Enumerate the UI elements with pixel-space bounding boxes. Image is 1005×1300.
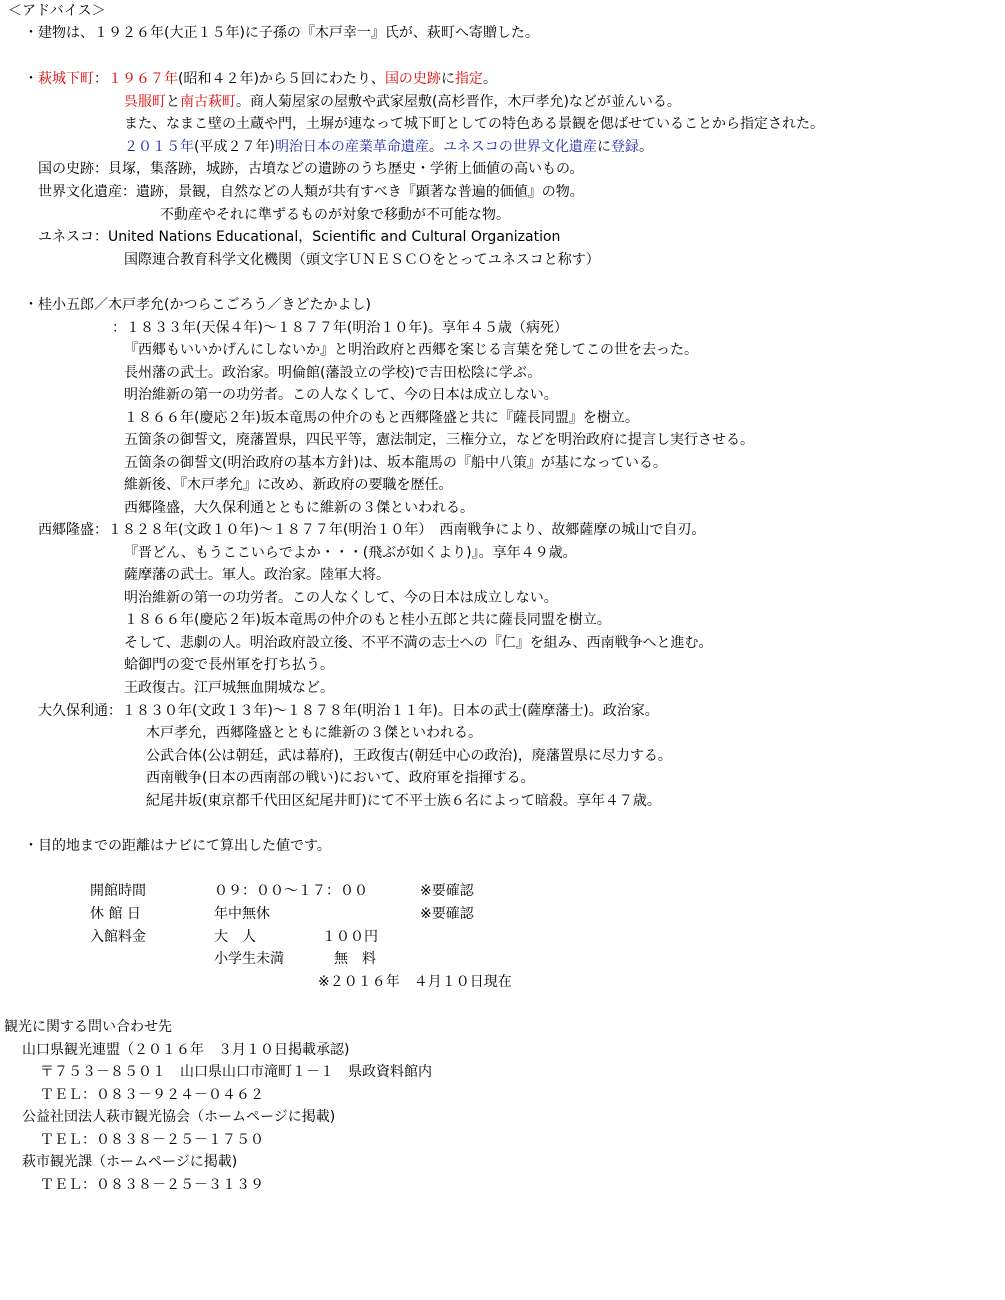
saigo-line: 王政復古。江戸城無血開城など。 <box>124 680 334 696</box>
hours-value: ０９：００～１７：００ <box>214 883 368 899</box>
period: 。 <box>482 71 497 87</box>
colon: ： <box>94 71 108 87</box>
year-2015: ２０１５年 <box>124 139 194 155</box>
closed-note: ※要確認 <box>420 906 474 922</box>
katsura-line: ：１８３３年(天保４年)～１８７７年(明治１０年)。享年４５歳（病死） <box>112 320 568 336</box>
saigo-line: 『晋どん、もうここいらでよか・・・(飛ぶが如くより)』。享年４９歳。 <box>124 545 577 561</box>
particle: に <box>440 71 455 87</box>
contact-org-1-tel: ＴＥＬ：０８３－９２４－０４６２ <box>40 1087 264 1103</box>
child-fee: 無 料 <box>334 951 376 967</box>
saigo-line: １８６６年(慶応２年)坂本竜馬の仲介のもと桂小五郎と共に薩長同盟を樹立。 <box>124 612 611 628</box>
hagi-line-3: また、なまこ壁の土蔵や門，土塀が連なって城下町としての特色ある景観を偲ばせていることから指定された。 <box>124 116 824 132</box>
gofuku-town: 呉服町 <box>124 94 166 110</box>
advice-heading: ＜アドバイス＞ <box>8 3 106 19</box>
contact-org-2-tel: ＴＥＬ：０８３８－２５－１７５０ <box>40 1132 264 1148</box>
katsura-title: ・桂小五郎／木戸孝允(かつらこごろう／きどたかよし) <box>24 297 371 313</box>
world-heritage-definition-2: 不動産やそれに準ずるものが対象で移動が不可能な物。 <box>160 207 510 223</box>
closed-value: 年中無休 <box>214 906 270 922</box>
designation-year: １９６７年 <box>108 71 178 87</box>
hagi-line-4 <box>124 136 653 158</box>
fee-label: 入館料金 <box>90 929 146 945</box>
adult-label: 大 人 <box>214 929 256 945</box>
contact-org-3: 萩市観光課（ホームページに掲載) <box>22 1154 238 1170</box>
heisei-27: (平成２７年) <box>194 139 275 155</box>
katsura-line: 西郷隆盛，大久保利通とともに維新の３傑といわれる。 <box>124 500 474 516</box>
katsura-line: 五箇条の御誓文(明治政府の基本方針)は、坂本龍馬の『船中八策』が基になっている。 <box>124 455 667 471</box>
hagi-castle-town-term: 萩城下町 <box>38 71 94 87</box>
child-label: 小学生未満 <box>214 951 284 967</box>
particle: に <box>596 139 611 155</box>
saigo-line: 薩摩藩の武士。軍人。政治家。陸軍大将。 <box>124 567 390 583</box>
registered: 登録 <box>610 139 639 155</box>
particle: と <box>166 94 180 110</box>
designated: 指定 <box>454 71 483 87</box>
as-of-date: ※２０１６年 ４月１０日現在 <box>318 974 512 990</box>
period: 。 <box>638 139 653 155</box>
katsura-line: 『西郷もいいかげんにしないか』と明治政府と西郷を案じる言葉を発してこの世を去った。 <box>124 342 698 358</box>
okubo-line: 木戸孝允，西郷隆盛とともに維新の３傑といわれる。 <box>146 725 482 741</box>
bullet: ・ <box>24 71 38 87</box>
distance-note: ・目的地までの距離はナビにて算出した値です。 <box>24 838 331 854</box>
unesco-definition: ユネスコ：United Nations Educational，Scientific and Cultural Organization <box>38 229 561 245</box>
hours-label: 開館時間 <box>90 883 146 899</box>
katsura-line: 維新後、『木戸孝允』に改め、新政府の要職を歴任。 <box>124 477 453 493</box>
period: 。 <box>428 139 443 155</box>
unesco-world-heritage: ユネスコの世界文化遺産 <box>442 139 597 155</box>
hours-note: ※要確認 <box>420 883 474 899</box>
contacts-heading: 観光に関する問い合わせ先 <box>4 1019 172 1035</box>
adult-fee: １００円 <box>322 929 378 945</box>
contact-org-1: 山口県観光連盟（２０１６年 ３月１０日掲載承認) <box>22 1042 350 1058</box>
contact-org-3-tel: ＴＥＬ：０８３８－２５－３１３９ <box>40 1177 264 1193</box>
katsura-line: １８６６年(慶応２年)坂本竜馬の仲介のもと西郷隆盛と共に『薩長同盟』を樹立。 <box>124 410 639 426</box>
okubo-line: 紀尾井坂(東京都千代田区紀尾井町)にて不平士族６名によって暗殺。享年４７歳。 <box>146 793 661 809</box>
saigo-line: そして、悲劇の人。明治政府設立後、不平不満の志士への『仁』を組み、西南戦争へと進む。 <box>124 635 713 651</box>
national-historic-site: 国の史跡 <box>384 71 441 87</box>
closed-label: 休 館 日 <box>90 906 141 922</box>
minami-furuhagi-town: 南古萩町 <box>180 94 236 110</box>
world-heritage-definition: 世界文化遺産：遺跡，景観，自然などの人類が共有すべき『顕著な普遍的価値』の物。 <box>38 184 584 200</box>
hagi-castle-town-line <box>24 68 497 90</box>
era-note: (昭和４２年)から５回にわたり、 <box>178 71 385 87</box>
contact-org-1-address: 〒７５３－８５０１ 山口県山口市滝町１－１ 県政資料館内 <box>40 1064 432 1080</box>
unesco-definition-2: 国際連合教育科学文化機関（頭文字ＵＮＥＳＣＯをとってユネスコと称す） <box>124 252 600 268</box>
katsura-line: 明治維新の第一の功労者。この人なくして、今の日本は成立しない。 <box>124 387 558 403</box>
hagi-line-2 <box>124 91 681 113</box>
hagi-line-2-text: 。商人菊屋家の屋敷や武家屋敷(高杉晋作，木戸孝允)などが並んいる。 <box>236 94 681 110</box>
saigo-first-line: 西郷隆盛：１８２８年(文政１０年)～１８７７年(明治１０年） 西南戦争により、故郷薩摩の城山で自刃。 <box>38 522 706 538</box>
building-note: ・建物は、１９２６年(大正１５年)に子孫の『木戸幸一』氏が、萩町へ寄贈した。 <box>24 25 539 41</box>
contact-org-2: 公益社団法人萩市観光協会（ホームページに掲載) <box>22 1109 336 1125</box>
saigo-line: 明治維新の第一の功労者。この人なくして、今の日本は成立しない。 <box>124 590 558 606</box>
saigo-line: 蛤御門の変で長州軍を打ち払う。 <box>124 657 334 673</box>
okubo-first-line: 大久保利通：１８３０年(文政１３年)～１８７８年(明治１１年)。日本の武士(薩摩藩士)。政治家。 <box>38 703 659 719</box>
okubo-line: 西南戦争(日本の西南部の戦い)において、政府軍を指揮する。 <box>146 770 535 786</box>
okubo-line: 公武合体(公は朝廷，武は幕府)，王政復古(朝廷中心の政治)，廃藩置県に尽力する。 <box>146 748 672 764</box>
katsura-line: 長州藩の武士。政治家。明倫館(藩設立の学校)で吉田松陰に学ぶ。 <box>124 365 542 381</box>
meiji-industrial-heritage: 明治日本の産業革命遺産 <box>274 139 429 155</box>
national-site-definition: 国の史跡：貝塚，集落跡，城跡，古墳などの遺跡のうち歴史・学術上価値の高いもの。 <box>38 161 584 177</box>
katsura-line: 五箇条の御誓文，廃藩置県，四民平等，憲法制定，三権分立，などを明治政府に提言し実行させる。 <box>124 432 754 448</box>
